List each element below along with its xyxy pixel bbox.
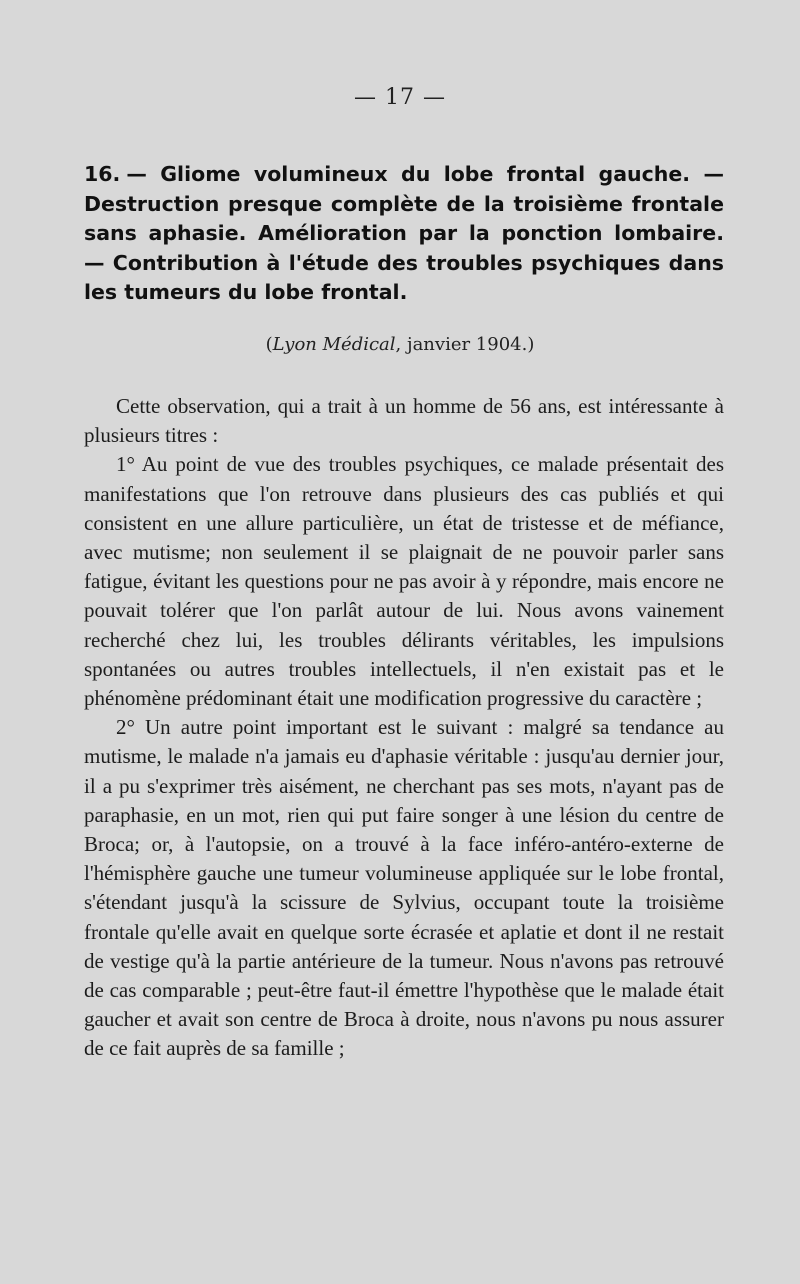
page-number: — 17 — xyxy=(354,85,446,110)
citation-date: , janvier 1904.) xyxy=(395,334,535,355)
citation-open: ( xyxy=(265,334,273,355)
citation-journal: Lyon Médical xyxy=(272,334,396,355)
citation xyxy=(0,334,800,355)
paragraph-point-1: 1° Au point de vue des troubles psychiques, ce malade présentait des manifestations que l'on retrouve dans plusieurs des cas publiés et qui consistent en une allure particulière, un état de tristesse et de méfiance, avec mutisme; non seulement il se plaignait de ne pouvoir parler sans fatigue, évitant les questions pour ne pas avoir à y répondre, mais encore ne pouvait tolérer que l'on parlât autour de lui. Nous avons vainement recherché chez lui, les troubles délirants véritables, les impulsions spontanées ou autres troubles intellectuels, il n'en existait pas et le phénomène prédominant était une modification progressive du caractère ; xyxy=(84,452,724,711)
body-text xyxy=(84,392,724,1064)
section-heading xyxy=(84,160,724,308)
paragraph-intro: Cette observation, qui a trait à un homme de 56 ans, est intéressante à plusieurs titres : xyxy=(84,394,724,448)
section-title: — Gliome volumineux du lobe frontal gauche. — Destruction presque complète de la troisième frontale sans aphasie. Amélioration par la ponction lombaire. — Contribution à l'étude des troubles psychiques dans les tumeurs du lobe frontal. xyxy=(84,162,724,304)
section-number: 16. xyxy=(84,162,121,186)
paragraph-point-2: 2° Un autre point important est le suivant : malgré sa tendance au mutisme, le malade n'a jamais eu d'aphasie véritable : jusqu'au dernier jour, il a pu s'exprimer très aisément, ne cherchant pas ses mots, n'ayant pas de paraphasie, en un mot, rien qui put faire songer à une lésion du centre de Broca; or, à l'autopsie, on a trouvé à la face inféro-antéro-externe de l'hémisphère gauche une tumeur volumineuse appliquée sur le lobe frontal, s'étendant jusqu'à la scissure de Sylvius, occupant toute la troisième frontale qu'elle avait en quelque sorte écrasée et aplatie et dont il ne restait de vestige qu'à la partie antérieure de la tumeur. Nous n'avons pas retrouvé de cas comparable ; peut-être faut-il émettre l'hypothèse que le malade était gaucher et avait son centre de Broca à droite, nous n'avons pu nous assurer de ce fait auprès de sa famille ; xyxy=(84,715,724,1061)
